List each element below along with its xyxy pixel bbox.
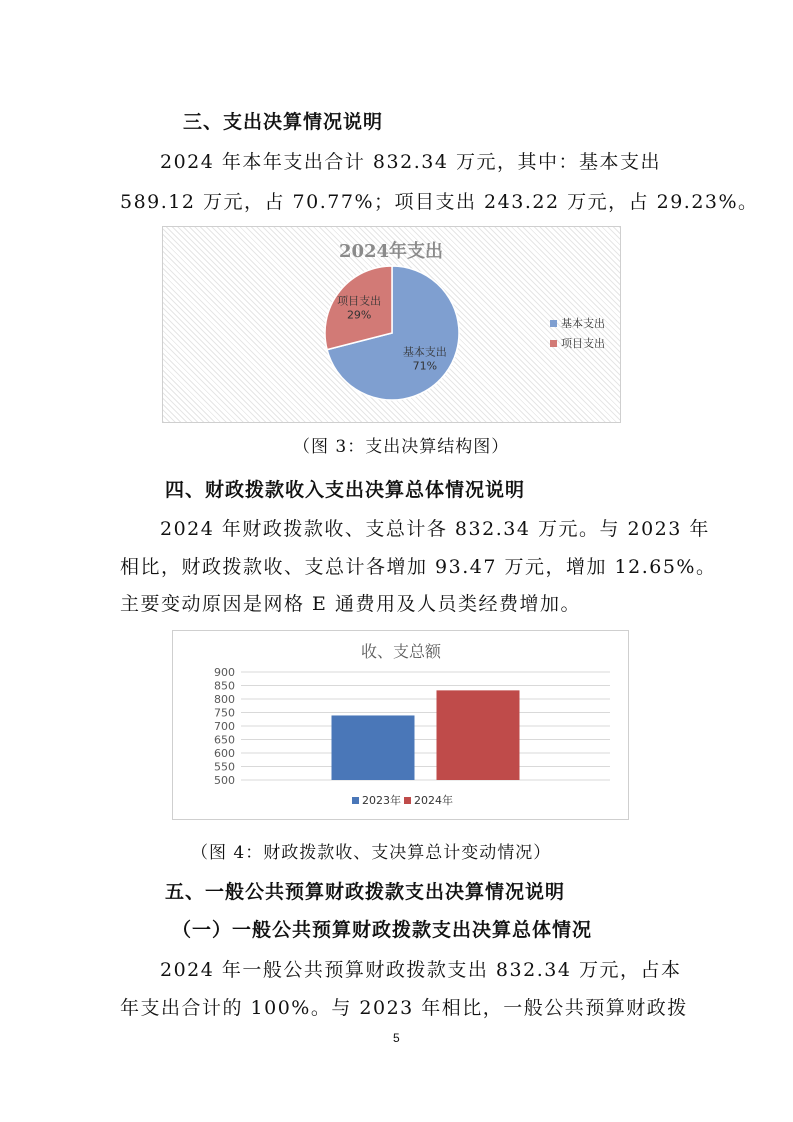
- pie-slice-percent-2: 29%: [346, 308, 372, 322]
- bar-1: [332, 715, 415, 780]
- bar-legend-label-2: 2024年: [414, 794, 453, 807]
- bar-ytick-label: 750: [214, 706, 235, 720]
- pie-title: 2024年支出: [338, 241, 444, 262]
- bar-caption: （图 4：财政拨款收、支决算总计变动情况）: [191, 843, 552, 863]
- bar-ytick-label: 550: [214, 760, 235, 774]
- section3-heading: 三、支出决算情况说明: [183, 111, 384, 133]
- section5-subheading: （一）一般公共预算财政拨款支出决算总体情况: [172, 919, 593, 941]
- pie-slice-label-1: 基本支出: [402, 345, 447, 359]
- section4-line3: 主要变动原因是网格 E 通费用及人员类经费增加。: [120, 593, 581, 615]
- section4-line1: 2024 年财政拨款收、支总计各 832.34 万元。与 2023 年: [160, 518, 710, 540]
- pie-chart: [162, 226, 621, 423]
- section4-line2: 相比，财政拨款收、支总计各增加 93.47 万元，增加 12.65%。: [120, 556, 717, 578]
- bar-title: 收、支总额: [360, 642, 442, 661]
- pie-legend-label-1: 基本支出: [561, 317, 605, 330]
- pie-caption: （图 3：支出决算结构图）: [293, 437, 510, 457]
- bar-legend-swatch-2: [404, 797, 411, 804]
- bar-ytick-label: 650: [214, 733, 235, 747]
- bar-ytick-label: 850: [214, 679, 235, 693]
- bar-ytick-label: 900: [214, 666, 235, 679]
- bar-ytick-label: 800: [214, 693, 235, 706]
- page-number: 5: [393, 1031, 400, 1045]
- section5-line1: 2024 年一般公共预算财政拨款支出 832.34 万元，占本: [160, 959, 682, 981]
- pie-legend-swatch-1: [550, 320, 557, 327]
- bar-chart-svg: [173, 631, 628, 819]
- bar-ytick-label: 600: [214, 747, 235, 760]
- bar-legend-swatch-1: [352, 797, 359, 804]
- section3-line1: 2024 年本年支出合计 832.34 万元，其中：基本支出: [160, 151, 661, 173]
- bar-legend-label-1: 2023年: [362, 794, 401, 807]
- bar-2: [437, 690, 520, 780]
- bar-ytick-label: 500: [214, 774, 235, 787]
- section3-line2: 589.12 万元，占 70.77%；项目支出 243.22 万元，占 29.23%。: [120, 191, 759, 213]
- bar-chart: [172, 630, 629, 820]
- pie-chart-svg: [163, 227, 620, 422]
- section5-heading: 五、一般公共预算财政拨款支出决算情况说明: [165, 881, 566, 903]
- section4-heading: 四、财政拨款收入支出决算总体情况说明: [165, 479, 526, 501]
- pie-slice-label-2: 项目支出: [337, 294, 382, 308]
- pie-legend-label-2: 项目支出: [561, 337, 605, 350]
- section5-line2: 年支出合计的 100%。与 2023 年相比，一般公共预算财政拨: [120, 997, 688, 1019]
- pie-slice-percent-1: 71%: [412, 359, 438, 373]
- bar-ytick-label: 700: [214, 720, 235, 733]
- pie-legend-swatch-2: [550, 340, 557, 347]
